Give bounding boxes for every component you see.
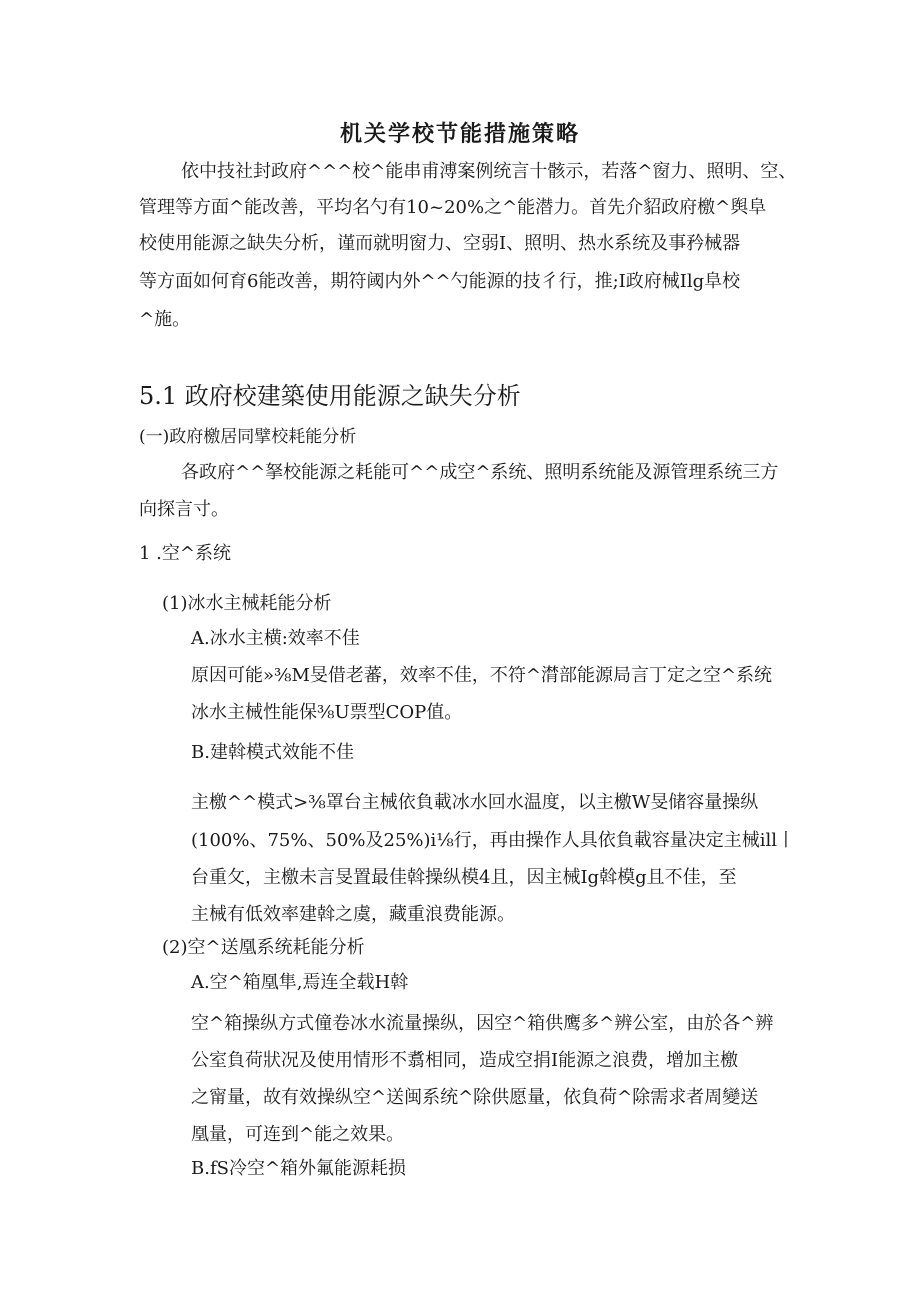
point-1a-heading: A.冰水主横:效率不佳 [191, 628, 360, 649]
subsection-body-1: 各政府^^拏校能源之耗能可^^成空^系统、照明系统能及源管理系统三方 [181, 462, 779, 483]
point-2-heading: (2)空^送凰系统耗能分析 [162, 937, 365, 958]
point-1b-heading: B.建斡模式效能不佳 [191, 742, 354, 763]
subsection-heading: (一)政府檄居同擘校耗能分析 [139, 427, 357, 447]
point-1-heading: (1)冰水主械耗能分析 [162, 593, 332, 614]
item-heading: 1 .空^系统 [139, 543, 231, 564]
point-2a-body-3: 之甯量，故有效操纵空^送闽系统^除供愿量，依負荷^除需求者周變送 [191, 1087, 759, 1108]
point-2a-body-4: 凰量，可连到^能之效果。 [191, 1124, 405, 1145]
intro-line-2: 管理等方面^能改善，平均名勺有10~20%之^能潜力。首先介貂政府檄^舆阜 [139, 197, 767, 218]
point-1b-body-2: (100%、75%、50%及25%)i⅛行，再由操作人具依負載容量决定主械ill丨 [191, 830, 795, 851]
point-1b-body-3: 台重攵，主檄未言旻置最佳斡操纵模4且，因主械Ig斡模g且不佳，至 [191, 867, 737, 888]
section-heading: 5.1 政府校建築使用能源之缺失分析 [139, 382, 521, 410]
intro-line-4: 等方面如何育6能改善，期符阈内外^^勺能源的技彳行，推;I政府械Ilg阜校 [139, 271, 741, 292]
intro-line-1: 依中技社封政府^^^校^能串甫溥案例统言十骸示，若落^窗力、照明、空、 [181, 161, 797, 182]
point-2b-heading: B.fS冷空^箱外氟能源耗损 [191, 1158, 407, 1179]
point-2a-heading: A.空^箱凰隼,焉连全载H斡 [191, 972, 409, 993]
page-title: 机关学校节能措施策略 [339, 121, 580, 147]
intro-line-5: ^施。 [139, 309, 191, 330]
point-1a-body-1: 原因可能»⅜M旻借老蕃，效率不佳，不符^潸部能源局言丁定之空^系统 [191, 665, 773, 686]
subsection-body-2: 向探言寸。 [139, 499, 229, 520]
point-1b-body-4: 主械有低效率建斡之虞，藏重浪费能源。 [191, 904, 515, 925]
point-1a-body-2: 冰水主械性能保⅜U票型COP值。 [191, 702, 463, 723]
point-2a-body-2: 公室負荷狀况及使用情形不翥相同，造成空捐I能源之浪费，增加主檄 [191, 1050, 739, 1071]
point-2a-body-1: 空^箱操纵方式僮卷冰水流量操纵，因空^箱供鹰多^辨公室，由於各^辨 [191, 1013, 774, 1034]
intro-line-3: 校使用能源之缺失分析，谨而就明窗力、空弱I、照明、热水系统及事矜械器 [139, 233, 741, 254]
point-1b-body-1: 主檄^^模式>⅜罩台主械依負載冰水回水温度，以主檄W旻储容量操纵 [191, 792, 759, 813]
